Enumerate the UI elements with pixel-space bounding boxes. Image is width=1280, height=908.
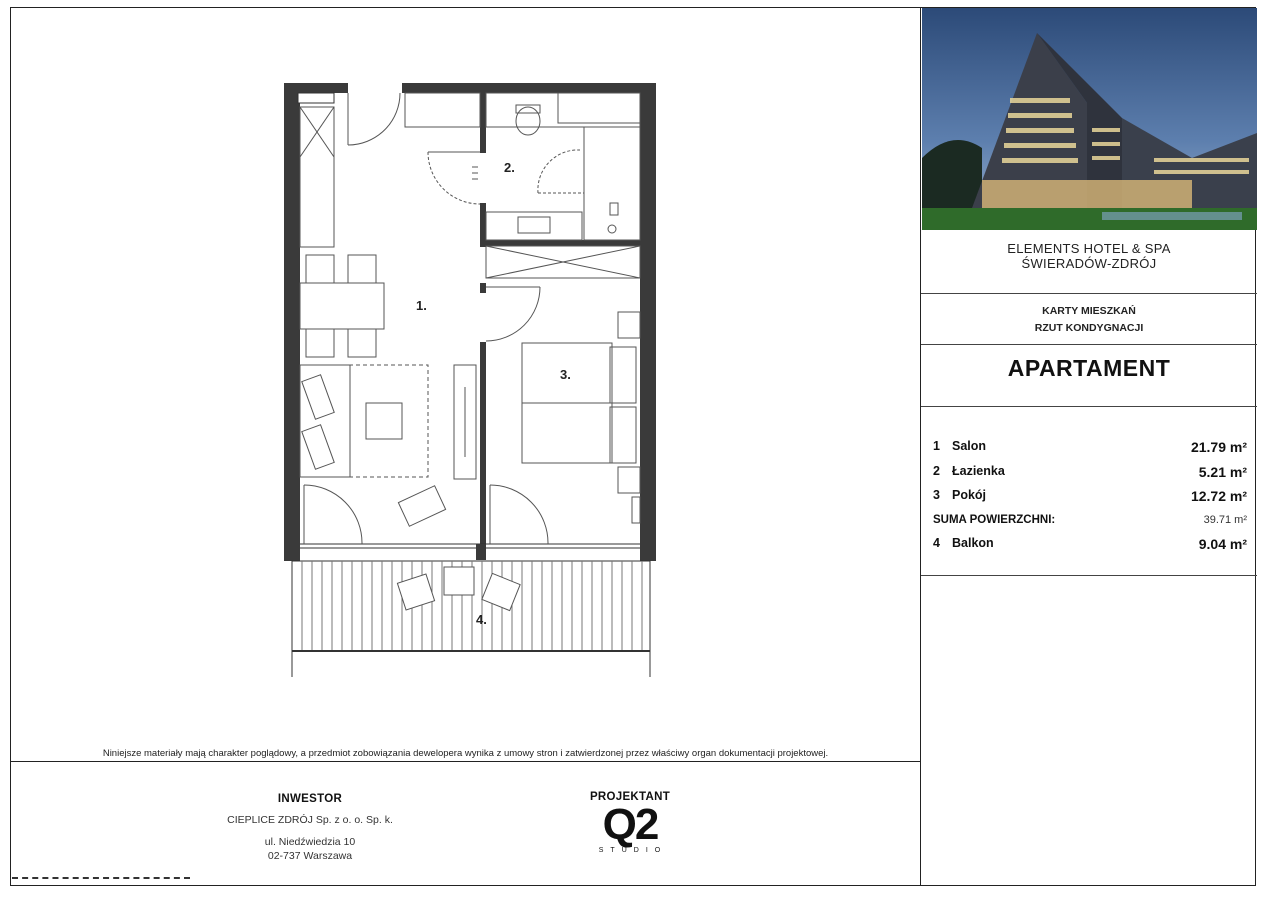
- room-number: 4: [933, 536, 940, 550]
- divider: [921, 344, 1257, 345]
- wall-top-right: [402, 83, 656, 93]
- cards-line1: KARTY MIESZKAŃ: [1042, 305, 1136, 317]
- disclaimer: Niniejsze materiały mają charakter poglądowy, a przedmiot zobowiązania dewelopera wynika z umowy stron i zatwierdzonej przez właściwy organ dokumentacji projektowej.: [102, 748, 829, 759]
- room-area: 5.21 m²: [1198, 464, 1247, 480]
- divider: [921, 575, 1257, 576]
- investor-address-street: ul. Niedźwiedzia 10: [264, 836, 356, 848]
- bath-wall-bottom: [480, 240, 640, 246]
- left-panel: [10, 7, 921, 886]
- right-panel: [920, 7, 1256, 886]
- room-label-4: 4.: [476, 612, 487, 627]
- sum-area: 39.71 m²: [1203, 514, 1247, 526]
- room-name: Łazienka: [952, 464, 1005, 478]
- partition-1-3: [480, 342, 486, 552]
- hotel-title: [921, 241, 1257, 271]
- room-area: 9.04 m²: [1198, 536, 1247, 552]
- room-row: [933, 488, 1247, 510]
- designer-heading: PROJEKTANT: [589, 791, 671, 803]
- investor-heading: INWESTOR: [277, 793, 343, 805]
- divider: [921, 293, 1257, 294]
- floor-plan: [10, 7, 921, 747]
- room-label-3: 3.: [560, 367, 571, 382]
- area-sum-row: [933, 514, 1247, 526]
- wall-right: [640, 83, 656, 561]
- room-area: 12.72 m²: [1190, 488, 1247, 504]
- balcony-row: [933, 536, 1247, 558]
- dashed-mark: [12, 877, 190, 879]
- unit-type: APARTAMENT: [1007, 355, 1171, 381]
- room-label-1: 1.: [416, 298, 427, 313]
- investor-company: CIEPLICE ZDRÓJ Sp. z o. o. Sp. k.: [227, 814, 393, 826]
- room-number: 3: [933, 488, 940, 502]
- room-row: [933, 464, 1247, 486]
- dining-table: [300, 283, 384, 329]
- wall-left: [284, 83, 300, 561]
- bottom-separator: [10, 761, 921, 762]
- designer-block: [570, 791, 690, 854]
- room-number: 1: [933, 439, 940, 453]
- designer-logo: Q2: [602, 800, 658, 849]
- cards-heading: [921, 303, 1257, 337]
- investor-address-city: 02-737 Warszawa: [267, 850, 353, 862]
- hotel-photo: [922, 8, 1257, 230]
- cards-line2: RZUT KONDYGNACJI: [1034, 322, 1144, 334]
- investor-block: [215, 793, 405, 862]
- sum-label: SUMA POWIERZCHNI:: [933, 514, 1056, 526]
- room-area: 21.79 m²: [1190, 439, 1247, 455]
- room-name: Pokój: [952, 488, 987, 502]
- room-name: Salon: [952, 439, 987, 453]
- room-number: 2: [933, 464, 940, 478]
- room-name: Balkon: [952, 536, 994, 550]
- designer-logo-sub: STUDIO: [598, 847, 668, 854]
- room-row: [933, 439, 1247, 461]
- divider: [921, 406, 1257, 407]
- room-label-2: 2.: [504, 160, 515, 175]
- wall-top-left: [284, 83, 348, 93]
- bath-wall-left: [480, 93, 486, 153]
- hotel-location: ŚWIERADÓW-ZDRÓJ: [1021, 256, 1157, 271]
- hotel-name: ELEMENTS HOTEL & SPA: [1007, 241, 1171, 256]
